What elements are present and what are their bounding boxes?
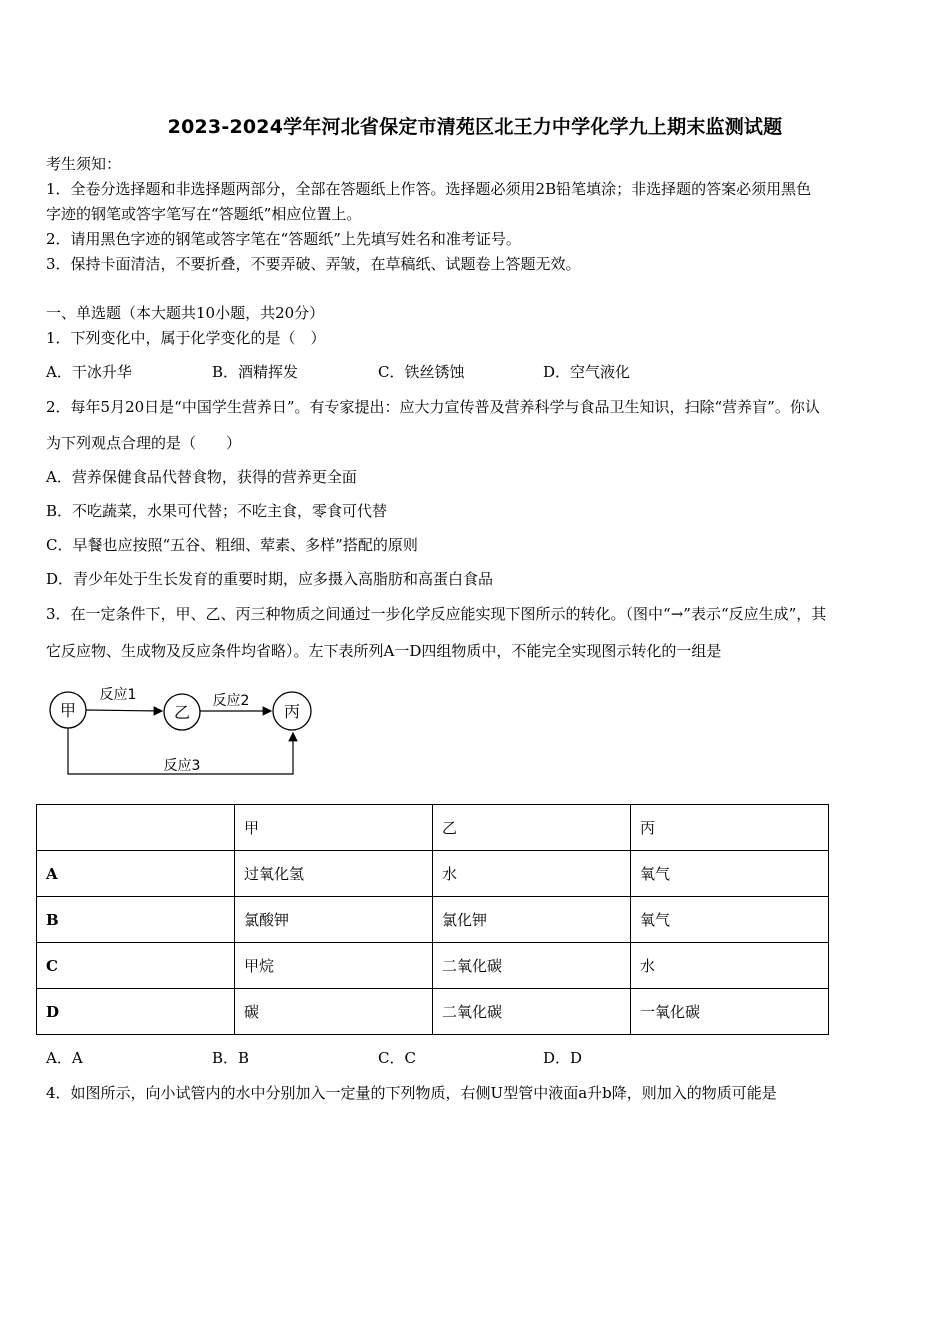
table-row (37, 989, 829, 1035)
reaction-diagram (40, 680, 330, 780)
question-2-option-b: B．不吃蔬菜，水果可代替；不吃主食，零食可代替 (46, 502, 388, 520)
table-row (37, 851, 829, 897)
table-cell: 一氧化碳 (631, 989, 829, 1035)
table-cell: C (37, 943, 235, 989)
node-yi-label: 乙 (173, 703, 191, 722)
table-cell: 水 (631, 943, 829, 989)
question-3-option-c: C．C (378, 1049, 416, 1067)
notice-item-1-line-1: 1．全卷分选择题和非选择题两部分，全部在答题纸上作答。选择题必须用2B铅笔填涂；非选择题的答案必须用黑色 (46, 180, 812, 198)
notice-item-2: 2．请用黑色字迹的钢笔或答字笔在“答题纸”上先填写姓名和准考证号。 (46, 230, 521, 248)
table-cell: 氧气 (631, 897, 829, 943)
substance-table (36, 804, 829, 1035)
question-2-stem-line-2: 为下列观点合理的是（ ） (46, 434, 242, 452)
notice-item-3: 3．保持卡面清洁，不要折叠，不要弄破、弄皱，在草稿纸、试题卷上答题无效。 (46, 255, 581, 273)
table-cell: 氯化钾 (433, 897, 631, 943)
question-4-stem: 4．如图所示，向小试管内的水中分别加入一定量的下列物质，右侧U型管中液面a升b降，则加入的物质可能是 (46, 1084, 777, 1102)
section-heading: 一、单选题（本大题共10小题，共20分） (46, 304, 325, 322)
question-2-option-d: D．青少年处于生长发育的重要时期，应多摄入高脂肪和高蛋白食品 (46, 570, 494, 588)
table-cell: B (37, 897, 235, 943)
node-bing-label: 丙 (283, 702, 301, 721)
table-cell: 碳 (235, 989, 433, 1035)
edge-reaction-3-label: 反应3 (163, 758, 201, 774)
table-header-cell: 甲 (235, 805, 433, 851)
table-header-row (37, 805, 829, 851)
question-3-stem-line-2: 它反应物、生成物及反应条件均省略）。左下表所列A一D四组物质中，不能完全实现图示转化的一组是 (46, 642, 722, 660)
question-1-option-a: A．干冰升华 (46, 363, 132, 381)
edge-reaction-2-label: 反应2 (212, 693, 250, 709)
table-cell: D (37, 989, 235, 1035)
notice-item-1-line-2: 字迹的钢笔或答字笔写在“答题纸”相应位置上。 (46, 205, 362, 223)
node-jia-label: 甲 (59, 701, 77, 720)
question-3-stem-line-1: 3．在一定条件下，甲、乙、丙三种物质之间通过一步化学反应能实现下图所示的转化。（图中“→”表示“反应生成”，其 (46, 605, 827, 623)
table-cell: 二氧化碳 (433, 989, 631, 1035)
table-cell: 甲烷 (235, 943, 433, 989)
table-cell: 氯酸钾 (235, 897, 433, 943)
page-title: 2023-2024学年河北省保定市清苑区北王力中学化学九上期末监测试题 (167, 116, 783, 138)
question-2-option-c: C．早餐也应按照“五谷、粗细、荤素、多样”搭配的原则 (46, 536, 418, 554)
question-1-stem: 1．下列变化中，属于化学变化的是（ ） (46, 329, 326, 347)
question-3-option-d: D．D (543, 1049, 583, 1067)
question-1-option-b: B．酒精挥发 (212, 363, 299, 381)
question-1-option-d: D．空气液化 (543, 363, 631, 381)
table-cell: 二氧化碳 (433, 943, 631, 989)
question-3-option-a: A．A (46, 1049, 83, 1067)
question-2-stem-line-1: 2．每年5月20日是“中国学生营养日”。有专家提出：应大力宣传普及营养科学与食品卫生知识，扫除“营养盲”。你认 (46, 398, 820, 416)
table-header-cell (37, 805, 235, 851)
question-2-option-a: A．营养保健食品代替食物，获得的营养更全面 (46, 468, 357, 486)
question-3-option-b: B．B (212, 1049, 250, 1067)
table-row (37, 943, 829, 989)
notice-heading: 考生须知： (46, 155, 122, 173)
table-cell: A (37, 851, 235, 897)
table-cell: 过氧化氢 (235, 851, 433, 897)
table-header-cell: 乙 (433, 805, 631, 851)
table-cell: 水 (433, 851, 631, 897)
table-cell: 氧气 (631, 851, 829, 897)
table-row (37, 897, 829, 943)
table-header-cell: 丙 (631, 805, 829, 851)
edge-reaction-1 (86, 710, 162, 711)
question-1-option-c: C．铁丝锈蚀 (378, 363, 465, 381)
edge-reaction-1-label: 反应1 (99, 687, 137, 703)
